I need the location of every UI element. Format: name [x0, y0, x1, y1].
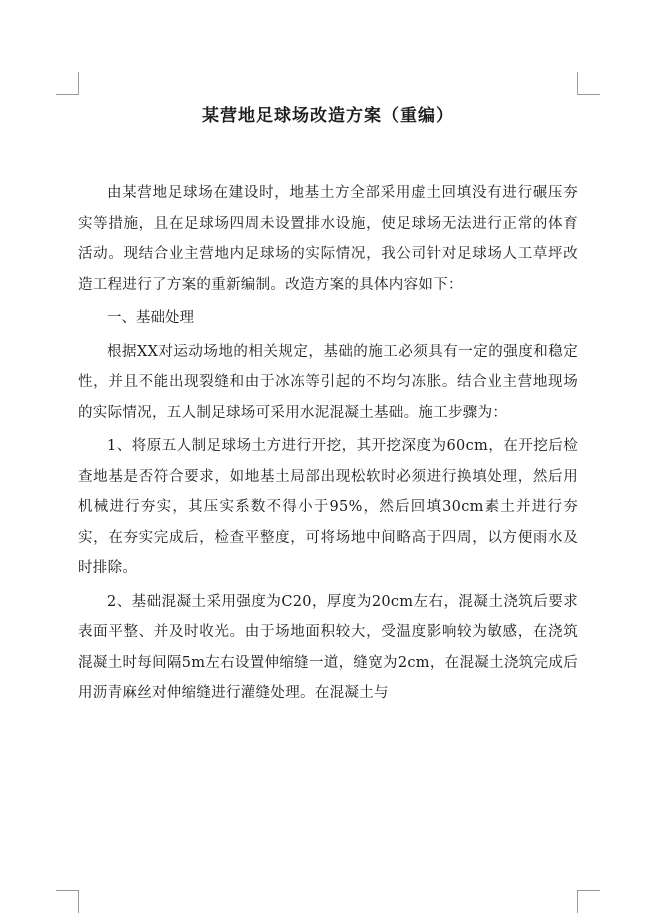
foundation-paragraph: 根据XX对运动场地的相关规定，基础的施工必须具有一定的强度和稳定性，并且不能出现裂缝和由于冰冻等引起的不均匀冻胀。结合业主营地现场的实际情况，五人制足球场可采用水泥混凝土基础。施工步骤为： — [78, 343, 578, 421]
crop-mark-bottom-left — [56, 890, 79, 913]
document-body — [78, 102, 578, 709]
crop-mark-top-left — [56, 72, 79, 95]
document-title: 某营地足球场改造方案（重编） — [202, 106, 454, 126]
step-1-paragraph: 1、将原五人制足球场土方进行开挖，其开挖深度为60cm，在开挖后检查地基是否符合要求，如地基土局部出现松软时必须进行换填处理，然后用机械进行夯实，其压实系数不得小于95%，然后回填30cm素土并进行夯实，在夯实完成后，检查平整度，可将场地中间略高于四周，以方便雨水及时排除。 — [78, 438, 578, 576]
crop-mark-bottom-right — [577, 890, 600, 913]
intro-paragraph: 由某营地足球场在建设时，地基土方全部采用虚土回填没有进行碾压夯实等措施，且在足球场四周未设置排水设施，使足球场无法进行正常的体育活动。现结合业主营地内足球场的实际情况，我公司针对足球场人工草坪改造工程进行了方案的重新编制。改造方案的具体内容如下： — [78, 185, 578, 293]
crop-mark-top-right — [577, 72, 600, 95]
step-2-paragraph: 2、基础混凝土采用强度为C20，厚度为20cm左右，混凝土浇筑后要求表面平整、并及时收光。由于场地面积较大，受温度影响较为敏感，在浇筑混凝土时每间隔5m左右设置伸缩缝一道，缝宽为2cm，在混凝土浇筑完成后用沥青麻丝对伸缩缝进行灌缝处理。在混凝土与 — [78, 593, 578, 701]
section-heading-foundation: 一、基础处理 — [107, 310, 194, 326]
